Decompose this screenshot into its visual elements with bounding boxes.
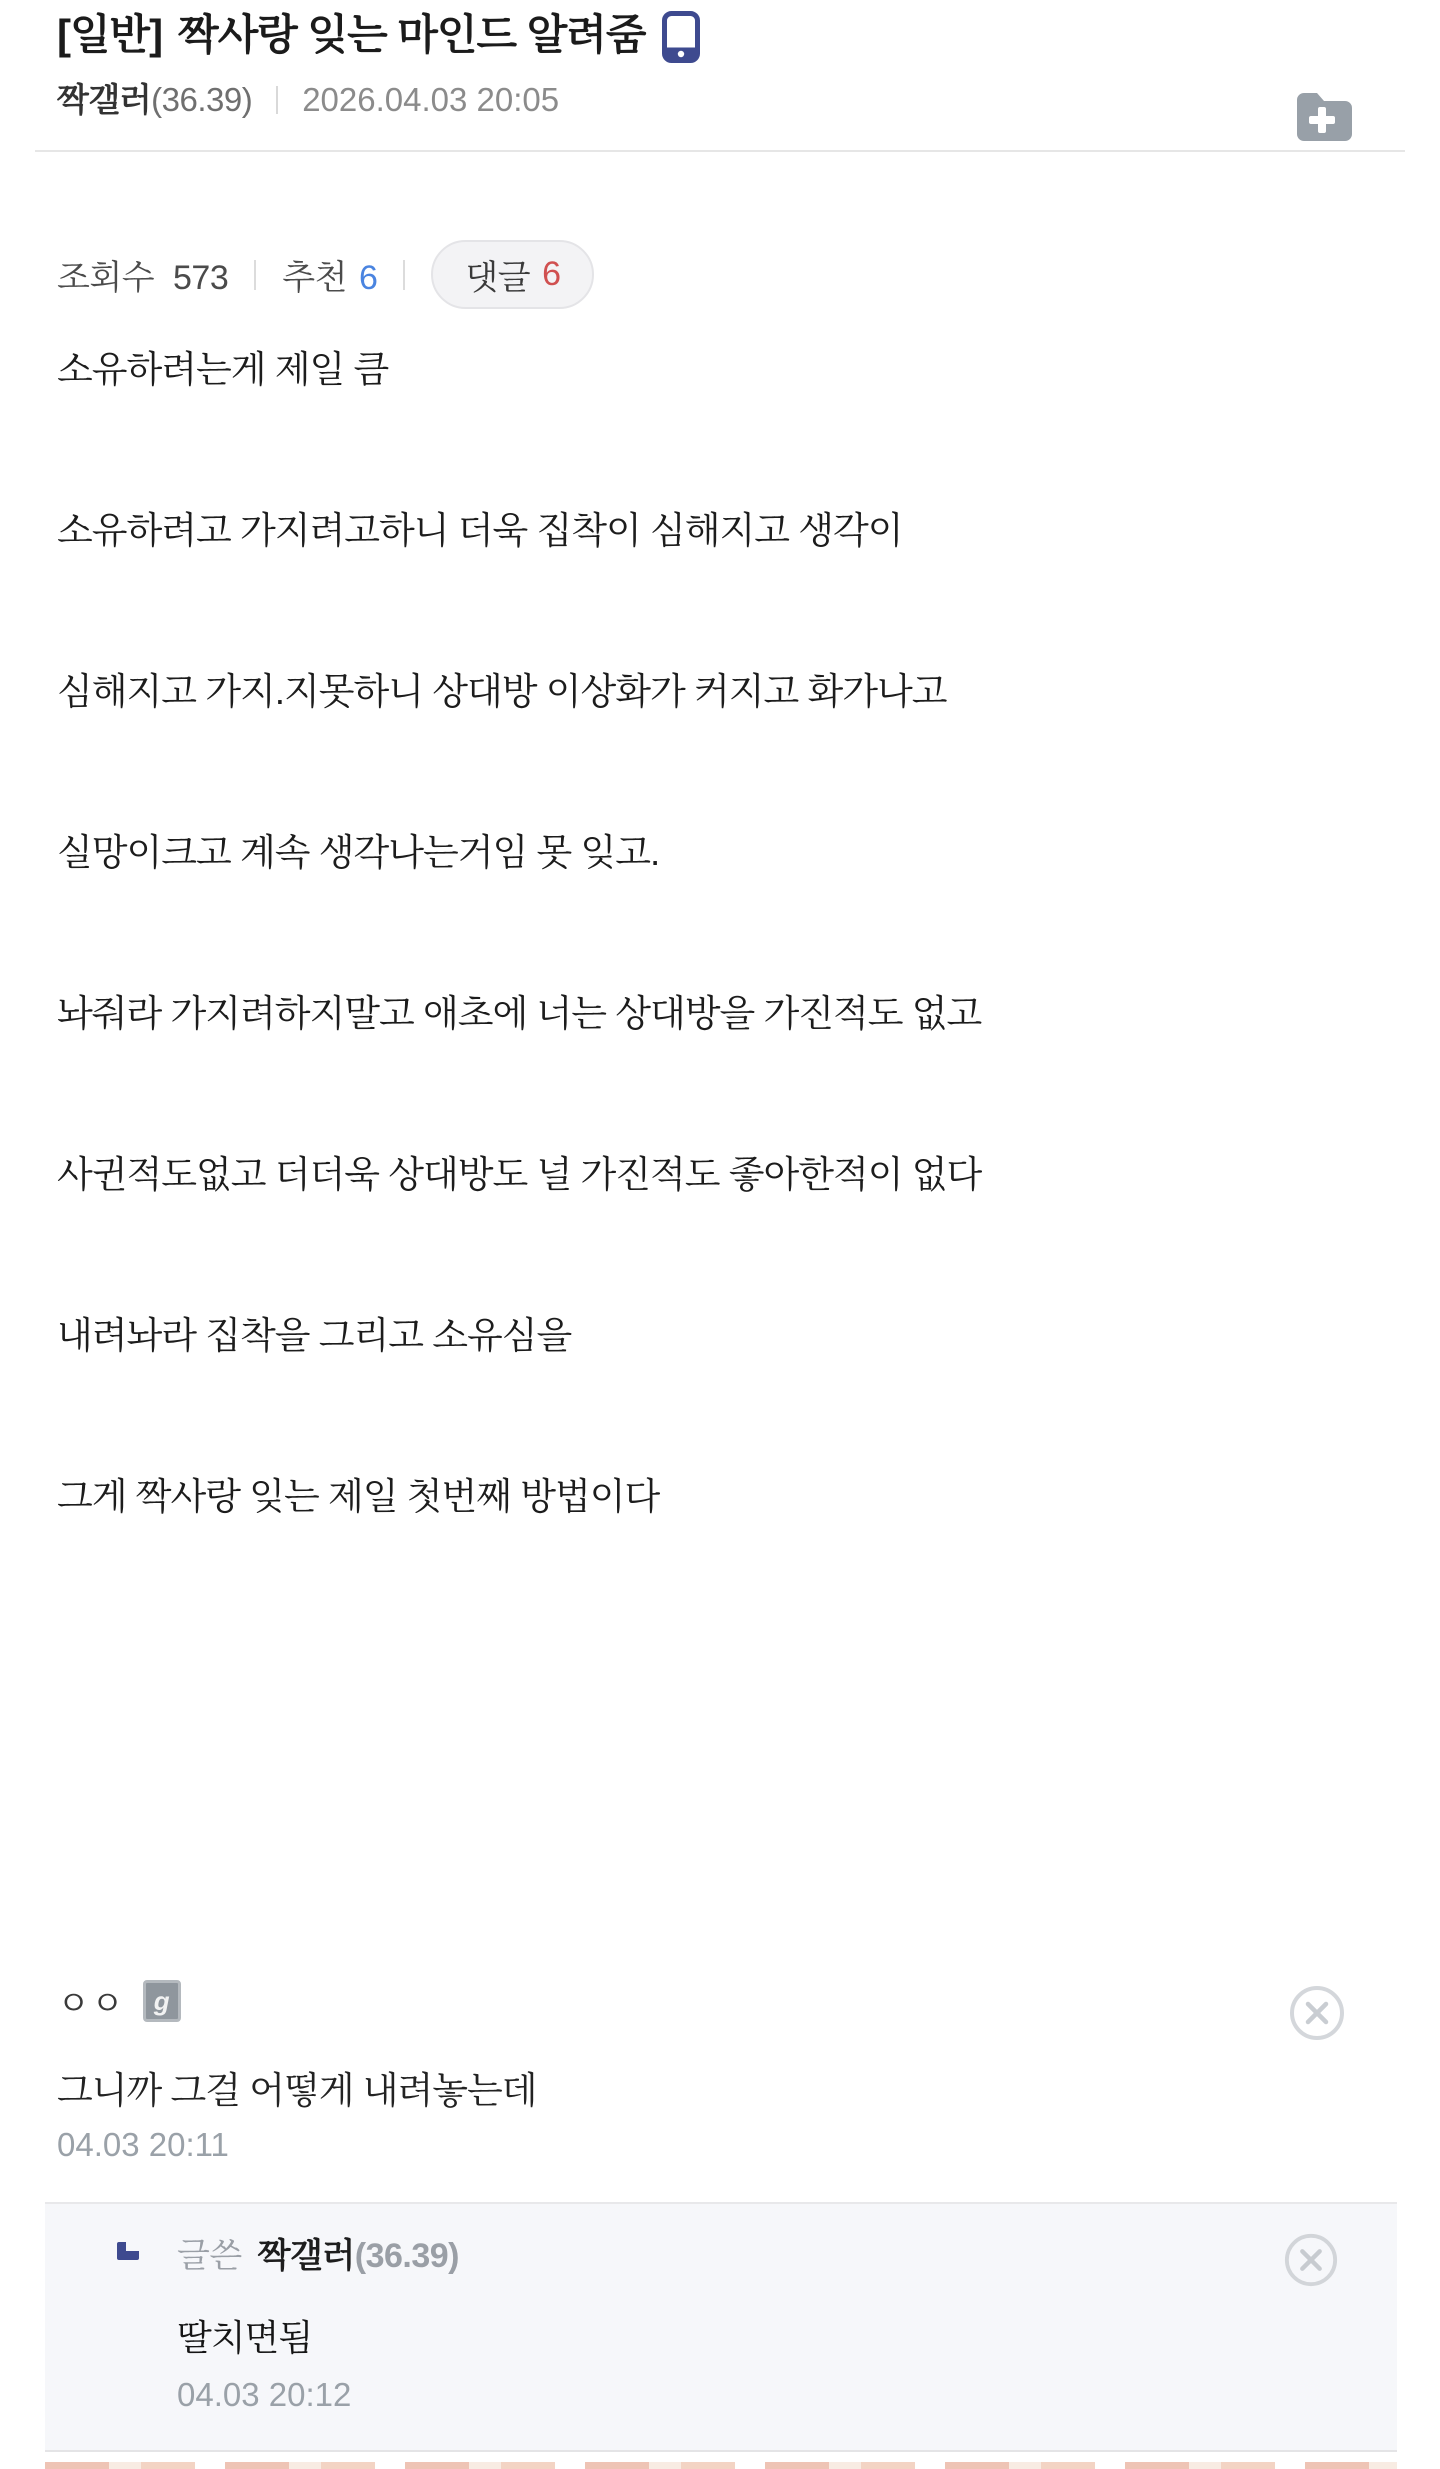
- reply-delete-button[interactable]: [1283, 2232, 1341, 2290]
- body-paragraph: 놔줘라 가지려하지말고 애초에 너는 상대방을 가진적도 없고: [57, 993, 982, 1034]
- comments-count-badge[interactable]: [431, 240, 594, 309]
- comments-label: 댓글: [465, 259, 531, 297]
- reply-writer-label: 글쓴: [177, 2237, 242, 2275]
- reply-text: 딸치면됨: [177, 2317, 313, 2358]
- post-category: [일반]: [57, 11, 163, 58]
- comment-author[interactable]: ㅇㅇ: [57, 1985, 125, 2023]
- next-row-cutoff: [45, 2462, 1397, 2469]
- post-author-name: 짝갤러: [57, 81, 152, 118]
- comments-count: 6: [542, 255, 561, 293]
- post-stats: [57, 240, 594, 309]
- body-paragraph: 실망이크고 계속 생각나는거임 못 잊고.: [57, 832, 660, 873]
- post-title-text: 짝사랑 잊는 마인드 알려줌: [178, 11, 646, 58]
- reply-time: 04.03 20:12: [177, 2376, 352, 2413]
- views-stat: [57, 250, 228, 299]
- header-divider: [35, 150, 1405, 152]
- meta-separator: [276, 86, 278, 114]
- body-paragraph: 소유하려고 가지려고하니 더욱 집착이 심해지고 생각이: [57, 510, 903, 551]
- likes-label: 추천: [282, 259, 347, 297]
- views-label: 조회수: [57, 259, 155, 297]
- post-date: 2026.04.03 20:05: [302, 81, 560, 118]
- mobile-phone-icon: [661, 10, 701, 64]
- post-author-extra: (36.39): [151, 81, 253, 118]
- body-paragraph: 소유하려는게 제일 큼: [57, 349, 389, 390]
- body-paragraph: 심해지고 가지.지못하니 상대방 이상화가 커지고 화가나고: [57, 671, 947, 712]
- views-count: 573: [173, 259, 229, 297]
- reply-author-extra: (36.39): [354, 2237, 459, 2275]
- stat-separator: [403, 260, 405, 290]
- comment-delete-button[interactable]: [1288, 1984, 1346, 2042]
- stat-separator: [254, 260, 256, 290]
- reply-author-name: 짝갤러: [257, 2237, 355, 2275]
- post-body: [57, 349, 1387, 1637]
- comment-text: 그니까 그걸 어떻게 내려놓는데: [57, 2070, 537, 2111]
- comment-author-row: [57, 1976, 181, 2025]
- gallog-icon[interactable]: g: [143, 1980, 181, 2022]
- body-paragraph: 내려놔라 집착을 그리고 소유심을: [57, 1315, 572, 1356]
- reply-author[interactable]: [258, 2234, 459, 2278]
- reply-comment: [45, 2204, 1397, 2452]
- reply-indent-icon: [117, 2242, 139, 2260]
- post-meta: [57, 78, 559, 122]
- post-author[interactable]: [57, 78, 252, 122]
- post-title: [57, 6, 701, 64]
- add-to-folder-button[interactable]: [1292, 88, 1352, 142]
- reply-author-row: [177, 2234, 459, 2278]
- likes-stat: [282, 250, 377, 299]
- likes-count: 6: [358, 259, 378, 297]
- body-paragraph: 그게 짝사랑 잊는 제일 첫번째 방법이다: [57, 1476, 660, 1517]
- comment-time: 04.03 20:11: [57, 2126, 229, 2163]
- body-paragraph: 사귄적도없고 더더욱 상대방도 널 가진적도 좋아한적이 없다: [57, 1154, 982, 1195]
